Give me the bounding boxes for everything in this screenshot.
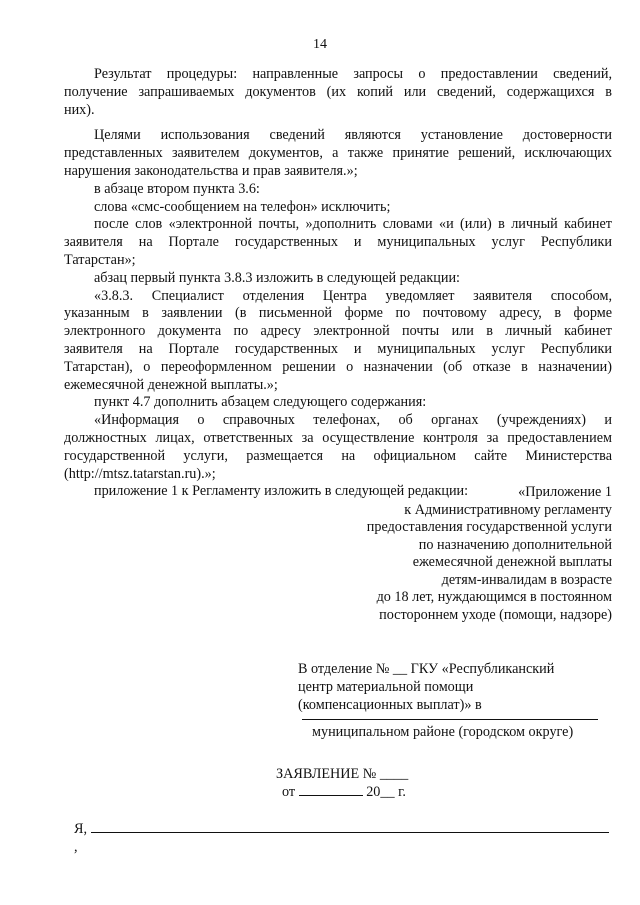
applicant-line bbox=[74, 820, 614, 856]
appendix-line: детям-инвалидам в возрасте bbox=[441, 571, 612, 588]
paragraph-line: должностных лицах, ответственных за осуществление контроля за предоставлением bbox=[64, 429, 612, 446]
applicant-prefix: Я, bbox=[74, 821, 88, 837]
appendix-line: ежемесячной денежной выплаты bbox=[412, 554, 612, 570]
recipient-address bbox=[298, 660, 608, 714]
paragraph-line: представленных заявителем документов, а также принятие решений, исключающих bbox=[64, 145, 612, 162]
applicant-name-blank[interactable] bbox=[91, 820, 609, 833]
address-line: (компенсационных выплат)» в bbox=[298, 697, 482, 713]
applicant-suffix: , bbox=[74, 839, 78, 855]
paragraph-line: Целями использования сведений являются установление достоверности bbox=[94, 127, 612, 144]
date-blank[interactable] bbox=[299, 783, 363, 796]
appendix-line: предоставления государственной услуги bbox=[366, 519, 612, 535]
paragraph-line: абзац первый пункта 3.8.3 изложить в следующей редакции: bbox=[94, 269, 460, 286]
paragraph-line: получение запрашиваемых документов (их копий или сведений, содержащихся в bbox=[64, 83, 612, 100]
paragraph-line: нарушения законодательства и прав заявителя.»; bbox=[64, 162, 358, 179]
paragraph-line: пункт 4.7 дополнить абзацем следующего содержания: bbox=[94, 394, 427, 411]
paragraph-line: ежемесячной денежной выплаты.»; bbox=[64, 376, 278, 393]
application-date bbox=[282, 783, 406, 801]
paragraph-line: (http://mtsz.tatarstan.ru).»; bbox=[64, 465, 216, 482]
appendix-line: по назначению дополнительной bbox=[418, 536, 612, 553]
address-line: центр материальной помощи bbox=[298, 679, 474, 695]
paragraph-line: указанным в заявлении (в письменной форме по почтовому адресу, в форме bbox=[64, 305, 612, 322]
appendix-line: «Приложение 1 bbox=[518, 484, 612, 500]
paragraph-line: электронного документа по адресу электронной почты или в личный кабинет bbox=[64, 323, 612, 340]
paragraph-line: приложение 1 к Регламенту изложить в следующей редакции: bbox=[94, 483, 469, 500]
appendix-line: к Административному регламенту bbox=[404, 501, 612, 518]
appendix-header bbox=[300, 484, 612, 624]
paragraph-line: них). bbox=[64, 101, 95, 118]
appendix-line: постороннем уходе (помощи, надзоре) bbox=[379, 606, 612, 623]
paragraph-line: «3.8.3. Специалист отделения Центра уведомляет заявителя способом, bbox=[94, 287, 612, 304]
paragraph-line: «Информация о справочных телефонах, об органах (учреждениях) и bbox=[94, 412, 612, 429]
paragraph-line: заявителя на Портале государственных и муниципальных услуг Республики bbox=[64, 340, 612, 357]
address-line: В отделение № __ ГКУ «Республиканский bbox=[298, 661, 555, 677]
municipality-caption: муниципальном районе (городском округе) bbox=[312, 724, 574, 740]
paragraph-line: заявителя на Портале государственных и муниципальных услуг Республики bbox=[64, 234, 612, 251]
application-title: ЗАЯВЛЕНИЕ № ____ bbox=[276, 766, 409, 782]
paragraph-line: слова «смс-сообщением на телефон» исключить; bbox=[94, 198, 391, 215]
paragraph-line: Результат процедуры: направленные запросы о предоставлении сведений, bbox=[94, 66, 612, 82]
paragraph-line: после слов «электронной почты, »дополнить словами «и (или) в личный кабинет bbox=[94, 216, 612, 233]
document-body bbox=[64, 66, 612, 501]
paragraph-line: государственной услуги, размещается на официальном сайте Министерства bbox=[64, 447, 612, 464]
paragraph-line: в абзаце втором пункта 3.6: bbox=[94, 180, 260, 197]
date-prefix: от bbox=[282, 784, 296, 800]
municipality-blank-line[interactable] bbox=[302, 719, 598, 720]
appendix-line: до 18 лет, нуждающимся в постоянном bbox=[376, 589, 612, 605]
paragraph-line: Татарстан»; bbox=[64, 251, 136, 268]
date-year: 20__ г. bbox=[366, 784, 406, 800]
paragraph-line: Татарстан), о переоформленном решении о назначении (об отказе в назначении) bbox=[64, 358, 612, 375]
page-number: 14 bbox=[313, 37, 327, 52]
